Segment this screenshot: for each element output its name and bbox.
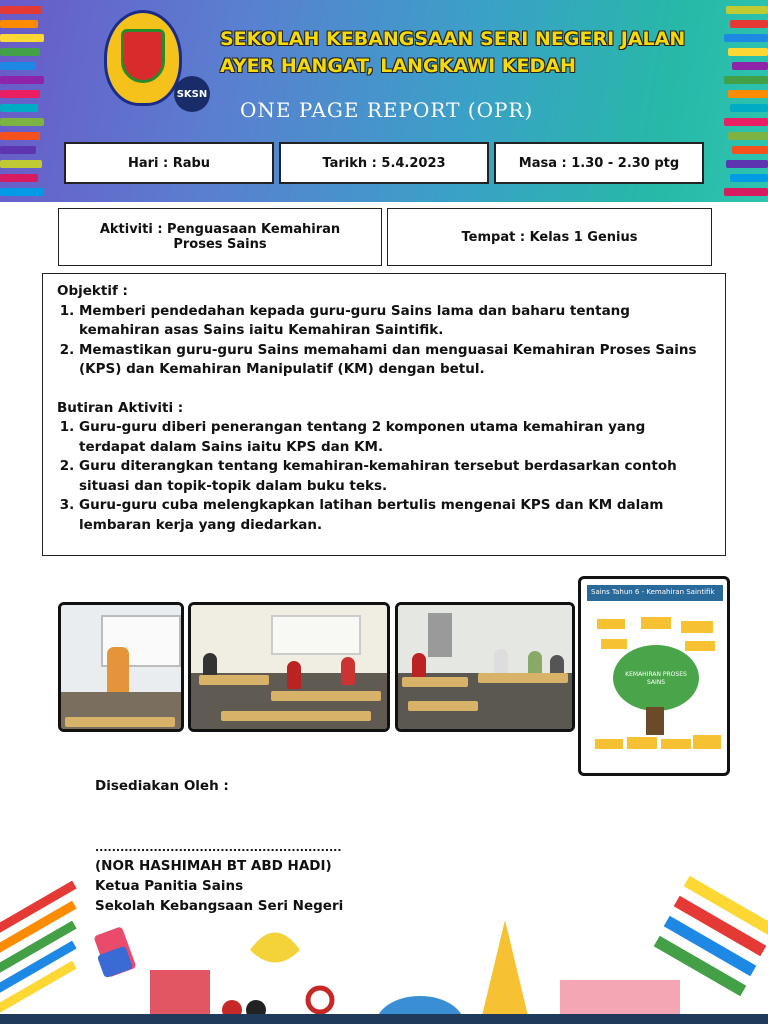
- crest-shield-icon: [121, 29, 165, 83]
- pencils-left-decoration: [0, 0, 56, 202]
- preparer-school: Sekolah Kebangsaan Seri Negeri: [95, 898, 344, 914]
- triangle-ruler-icon: [480, 920, 530, 1024]
- signature-line: ...........................................................: [95, 841, 342, 854]
- info-hari: Hari : Rabu: [64, 142, 274, 184]
- activity-box: Aktiviti : Penguasaan Kemahiran Proses Sains: [58, 208, 382, 266]
- butiran-item: 1. Guru-guru diberi penerangan tentang 2 komponen utama kemahiran yang terdapat dalam Sains iaitu KPS dan KM.: [79, 418, 711, 457]
- activity-photo-2: [188, 602, 390, 732]
- butiran-item: 3. Guru-guru cuba melengkapkan latihan bertulis mengenai KPS dan KM dalam lembaran kerja yang diedarkan.: [79, 496, 711, 535]
- pencils-right-icon: [654, 876, 768, 996]
- preparer-role: Ketua Panitia Sains: [95, 878, 244, 894]
- footer-stationery-decoration: [0, 860, 768, 1024]
- info-masa: Masa : 1.30 - 2.30 ptg: [494, 142, 704, 184]
- pencil-icon: [0, 881, 77, 1014]
- butiran-item: 2. Guru diterangkan tentang kemahiran-kemahiran tersebut berdasarkan contoh situasi dan topik-topik dalam buku teks.: [79, 457, 711, 496]
- header-banner: [0, 0, 768, 202]
- school-name: [220, 26, 700, 80]
- objektif-list: [57, 302, 711, 380]
- objektif-item: 2. Memastikan guru-guru Sains memahami dan menguasai Kemahiran Proses Sains (KPS) dan Kemahiran Manipulatif (KM) dengan betul.: [79, 341, 711, 380]
- butiran-list: [57, 418, 711, 535]
- leaf-icon: [250, 933, 300, 963]
- location-box: Tempat : Kelas 1 Genius: [387, 208, 712, 266]
- pencils-right-decoration: [712, 0, 768, 202]
- butiran-heading: Butiran Aktiviti :: [57, 399, 184, 416]
- school-name-line2: AYER HANGAT, LANGKAWI KEDAH: [220, 55, 576, 77]
- tape-icon: [308, 988, 332, 1012]
- school-crest-logo: [104, 10, 182, 106]
- worksheet-card: [578, 576, 730, 776]
- school-name-line1: SEKOLAH KEBANGSAAN SERI NEGERI JALAN: [220, 28, 686, 50]
- objektif-heading: Objektif :: [57, 283, 128, 299]
- info-tarikh: Tarikh : 5.4.2023: [279, 142, 489, 184]
- report-body: [42, 273, 726, 556]
- activity-photo-3: [395, 602, 575, 732]
- tree-label: KEMAHIRAN PROSES SAINS: [625, 671, 687, 686]
- worksheet-title: Sains Tahun 6 - Kemahiran Saintifik: [587, 585, 723, 601]
- prepared-by-label: Disediakan Oleh :: [95, 778, 229, 794]
- report-title: ONE PAGE REPORT (OPR): [240, 98, 534, 122]
- objektif-item: 1. Memberi pendedahan kepada guru-guru Sains lama dan baharu tentang kemahiran asas Sains iaitu Kemahiran Saintifik.: [79, 302, 711, 341]
- school-badge-logo: SKSN: [174, 76, 210, 112]
- activity-photo-1: [58, 602, 184, 732]
- preparer-name: (NOR HASHIMAH BT ABD HADI): [95, 858, 332, 874]
